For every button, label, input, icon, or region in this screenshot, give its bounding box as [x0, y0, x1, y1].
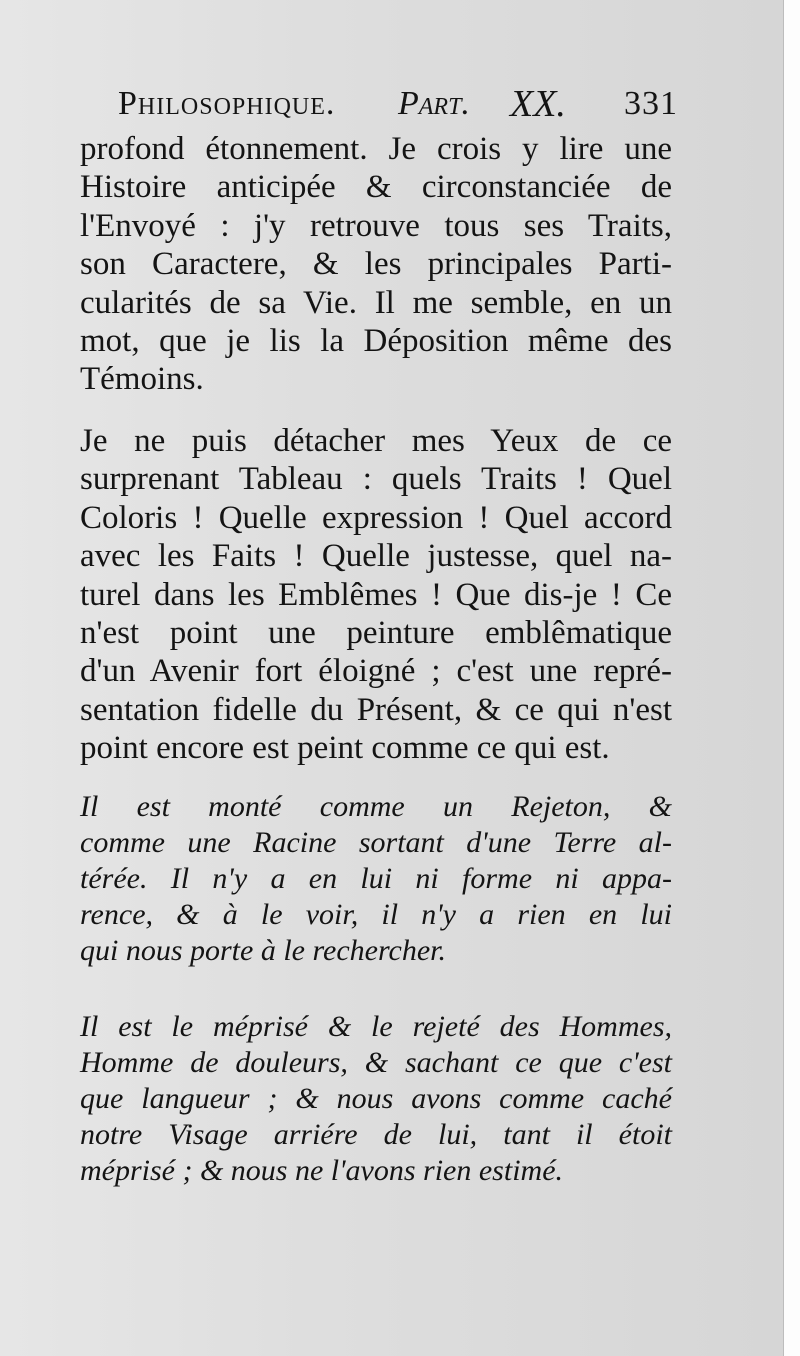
- text-line: point encore est peint comme ce qui est.: [80, 730, 610, 767]
- text-line: profond étonnement. Je crois y lire une: [80, 131, 672, 167]
- text-line: son Caractere, & les principales Parti-: [80, 246, 672, 283]
- text-line: sentation fidelle du Présent, & ce qui n'est: [80, 691, 672, 728]
- text-line: Je ne puis détacher mes Yeux de ce: [80, 423, 672, 459]
- text-line: térée. Il n'y a en lui ni forme ni appa-: [80, 862, 672, 895]
- quotation-1: [80, 789, 672, 969]
- text-line: l'Envoyé : j'y retrouve tous ses Traits,: [80, 207, 672, 244]
- text-line: Homme de douleurs, & sachant ce que c'est: [80, 1046, 672, 1079]
- text-line: qui nous porte à le rechercher.: [80, 934, 447, 967]
- text-line: rence, & à le voir, il n'y a rien en lui: [80, 898, 672, 931]
- text-line: Histoire anticipée & circonstanciée de: [80, 169, 672, 206]
- text-line: n'est point une peinture emblêmatique: [80, 614, 672, 651]
- page-header: [118, 80, 678, 128]
- text-line: Témoins.: [80, 361, 204, 398]
- text-line: turel dans les Emblêmes ! Que dis-je ! Ce: [80, 576, 672, 613]
- quotation-2: [80, 1009, 672, 1189]
- text-line: d'un Avenir fort éloigné ; c'est une repré-: [80, 653, 672, 690]
- text-line: Il est monté comme un Rejeton, &: [80, 790, 672, 823]
- paragraph-1: [80, 130, 672, 399]
- text-line: Coloris ! Quelle expression ! Quel accord: [80, 499, 672, 536]
- part-number: XX.: [510, 83, 566, 125]
- page-number: 331: [624, 85, 678, 122]
- text-line: surprenant Tableau : quels Traits ! Quel: [80, 461, 672, 498]
- text-line: que langueur ; & nous avons comme caché: [80, 1082, 672, 1115]
- text-line: Il est le méprisé & le rejeté des Hommes,: [80, 1010, 672, 1043]
- page-edge: [783, 0, 800, 1356]
- text-line: notre Visage arriére de lui, tant il étoit: [80, 1118, 672, 1151]
- text-line: mot, que je lis la Déposition même des: [80, 322, 672, 359]
- running-title: Philosophique.: [118, 85, 336, 122]
- text-line: cularités de sa Vie. Il me semble, en un: [80, 284, 672, 321]
- text-line: comme une Racine sortant d'une Terre al-: [80, 826, 672, 859]
- part-label: Part.: [398, 85, 470, 122]
- paragraph-2: [80, 422, 672, 768]
- text-line: avec les Faits ! Quelle justesse, quel na-: [80, 538, 672, 575]
- text-line: méprisé ; & nous ne l'avons rien estimé.: [80, 1154, 564, 1187]
